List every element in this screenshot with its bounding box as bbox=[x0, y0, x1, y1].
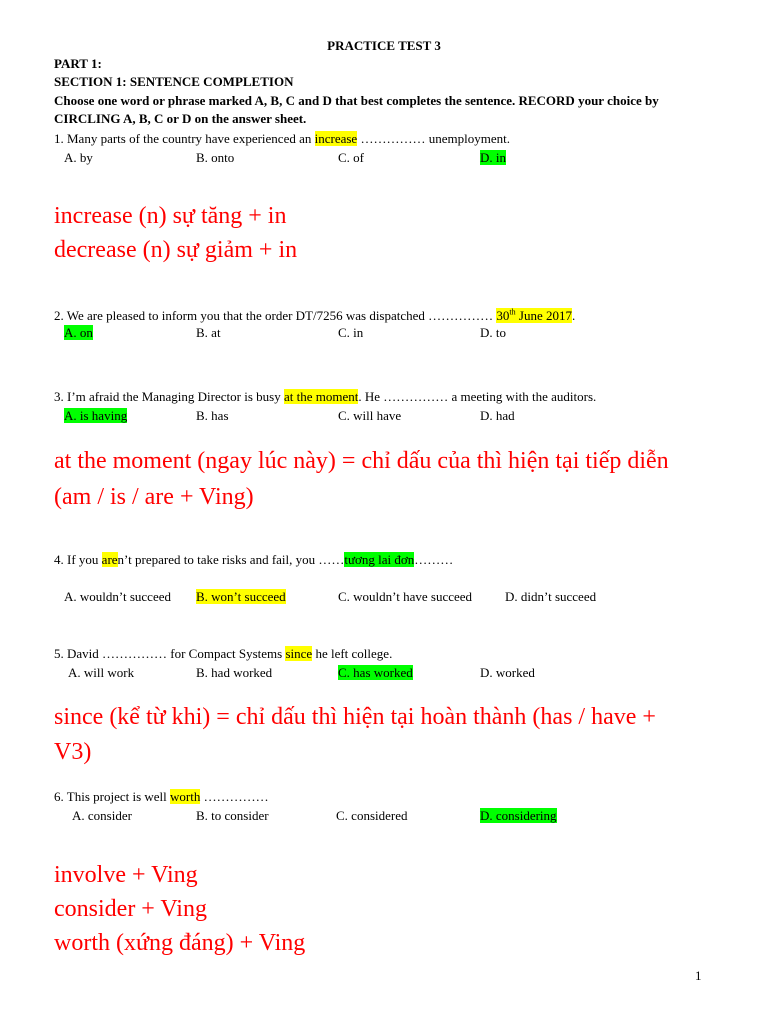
question-text: ……… bbox=[414, 552, 454, 567]
page-title: PRACTICE TEST 3 bbox=[327, 38, 441, 53]
correct-answer-highlight: B. won’t succeed bbox=[196, 589, 286, 604]
highlight-keyword: at the moment bbox=[283, 389, 359, 404]
question-text: 6. This project is well bbox=[54, 789, 171, 804]
q5-option-b: B. had worked bbox=[196, 665, 273, 680]
question-2 bbox=[54, 308, 575, 324]
question-text: 5. David …………… for Compact Systems bbox=[54, 646, 286, 661]
question-1 bbox=[54, 131, 510, 147]
part-heading: PART 1: bbox=[54, 56, 102, 71]
q2-option-c: C. in bbox=[338, 325, 364, 340]
question-text: 1. Many parts of the country have experienced an bbox=[54, 131, 315, 146]
instructions-line-2: CIRCLING A, B, C or D on the answer sheet. bbox=[54, 111, 307, 126]
note-6-line-1: involve + Ving bbox=[54, 862, 198, 888]
highlight-keyword: increase bbox=[314, 131, 358, 146]
q4-option-d: D. didn’t succeed bbox=[505, 589, 597, 604]
note-5-line-2: V3) bbox=[54, 739, 92, 765]
q2-option-d: D. to bbox=[480, 325, 506, 340]
question-text: he left college. bbox=[312, 646, 393, 661]
question-text: …………… unemployment. bbox=[357, 131, 510, 146]
note-3-line-2: (am / is / are + Ving) bbox=[54, 484, 254, 510]
q6-option-b: B. to consider bbox=[196, 808, 269, 823]
q6-option-a: A. consider bbox=[72, 808, 132, 823]
question-text: 2. We are pleased to inform you that the order DT/7256 was dispatched …………… bbox=[54, 308, 497, 323]
q2-option-b: B. at bbox=[196, 325, 221, 340]
q1-option-c: C. of bbox=[338, 150, 364, 165]
note-1-line-2: decrease (n) sự giảm + in bbox=[54, 237, 298, 263]
correct-answer-highlight: D. considering bbox=[480, 808, 557, 823]
highlight-keyword: worth bbox=[170, 789, 201, 804]
q6-option-d bbox=[480, 808, 557, 824]
q6-option-c: C. considered bbox=[336, 808, 408, 823]
question-4 bbox=[54, 552, 453, 568]
question-5 bbox=[54, 646, 392, 662]
note-1-line-1: increase (n) sự tăng + in bbox=[54, 203, 287, 229]
q5-option-c bbox=[338, 665, 413, 681]
q5-option-a: A. will work bbox=[68, 665, 135, 680]
highlight-keyword: 30th June 2017 bbox=[496, 307, 572, 323]
instructions-line-1: Choose one word or phrase marked A, B, C and D that best completes the sentence. RECORD your choice by bbox=[54, 93, 659, 108]
q4-option-a: A. wouldn’t succeed bbox=[64, 589, 171, 604]
question-text: . bbox=[572, 308, 576, 323]
q1-option-d bbox=[480, 150, 506, 166]
q5-option-d: D. worked bbox=[480, 665, 535, 680]
question-text: 4. If you bbox=[54, 552, 102, 567]
correct-answer-highlight: A. is having bbox=[64, 408, 128, 423]
question-text: 3. I’m afraid the Managing Director is busy bbox=[54, 389, 284, 404]
question-text: . He …………… a meeting with the auditors. bbox=[358, 389, 597, 404]
q3-option-c: C. will have bbox=[338, 408, 402, 423]
q3-option-d: D. had bbox=[480, 408, 515, 423]
note-6-line-2: consider + Ving bbox=[54, 896, 207, 922]
correct-answer-highlight: C. has worked bbox=[338, 665, 413, 680]
q4-option-c: C. wouldn’t have succeed bbox=[338, 589, 473, 604]
correct-answer-highlight: A. on bbox=[64, 325, 93, 340]
note-5-line-1: since (kể từ khi) = chỉ dấu thì hiện tại hoàn thành (has / have + bbox=[54, 704, 656, 730]
q3-option-a bbox=[64, 408, 127, 424]
note-6-line-3: worth (xứng đáng) + Ving bbox=[54, 930, 306, 956]
question-text: …………… bbox=[200, 789, 269, 804]
question-3 bbox=[54, 389, 596, 405]
question-text: n’t prepared to take risks and fail, you …… bbox=[117, 552, 345, 567]
q4-option-b bbox=[196, 589, 286, 605]
q2-option-a bbox=[64, 325, 93, 341]
highlight-keyword: since bbox=[285, 646, 313, 661]
highlight-keyword: are bbox=[101, 552, 118, 567]
q1-option-a: A. by bbox=[64, 150, 93, 165]
section-heading: SECTION 1: SENTENCE COMPLETION bbox=[54, 74, 294, 89]
page-number: 1 bbox=[695, 968, 702, 983]
correct-answer-highlight: D. in bbox=[480, 150, 506, 165]
q3-option-b: B. has bbox=[196, 408, 229, 423]
question-6 bbox=[54, 789, 269, 805]
tense-hint-highlight: tương lai đơn bbox=[344, 552, 415, 567]
note-3-line-1: at the moment (ngay lúc này) = chỉ dấu của thì hiện tại tiếp diễn bbox=[54, 448, 669, 474]
q1-option-b: B. onto bbox=[196, 150, 235, 165]
